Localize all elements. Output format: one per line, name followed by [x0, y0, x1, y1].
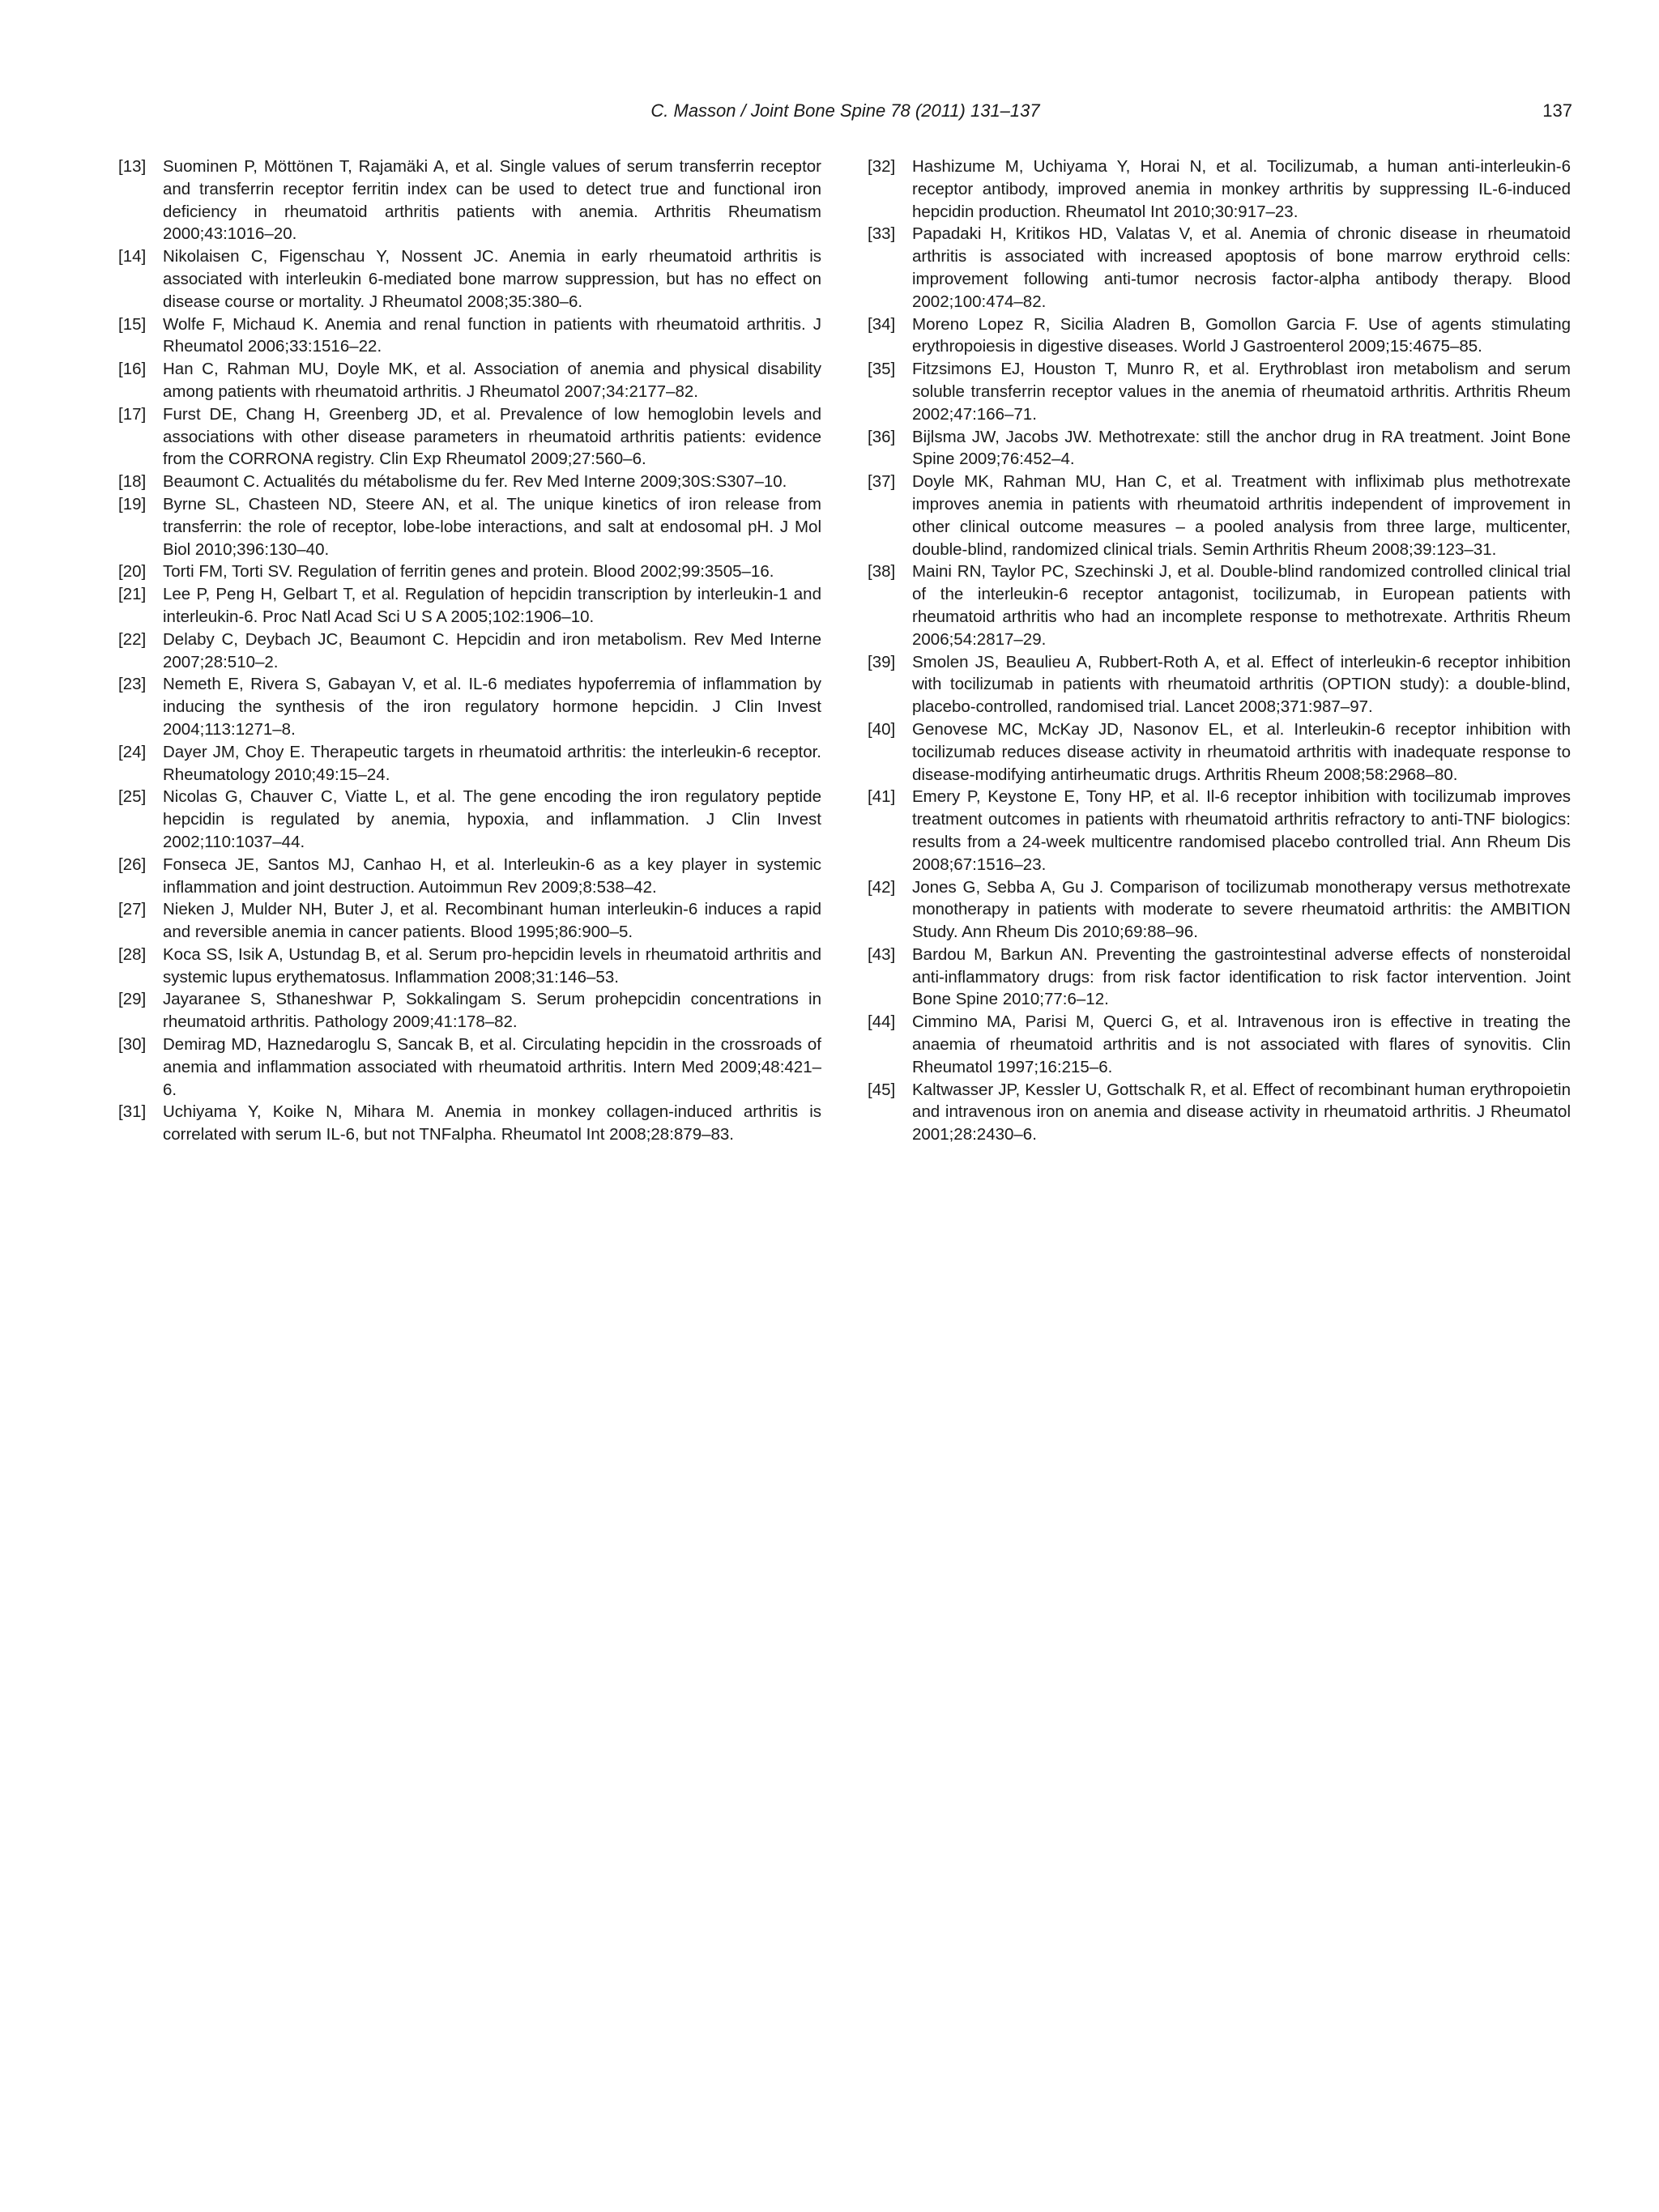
reference-item	[118, 629, 821, 674]
reference-number: [20]	[118, 562, 147, 582]
reference-list-right	[868, 156, 1571, 1146]
reference-number: [28]	[118, 944, 147, 964]
reference-number: [42]	[868, 877, 896, 897]
reference-number: [35]	[868, 360, 896, 379]
reference-item	[118, 1101, 821, 1146]
reference-item	[118, 156, 821, 245]
reference-item	[118, 673, 821, 740]
reference-item	[118, 741, 821, 786]
reference-number: [29]	[118, 990, 147, 1009]
running-head	[118, 99, 1572, 123]
reference-number: [15]	[118, 314, 147, 334]
reference-item	[118, 854, 821, 899]
reference-number: [33]	[868, 224, 896, 244]
reference-number: [31]	[118, 1102, 147, 1122]
reference-number: [41]	[868, 787, 896, 807]
reference-list-left	[118, 156, 821, 1146]
reference-text: Nicolas G, Chauver C, Viatte L, et al. The gene encoding the iron regulatory peptide hepcidin is regulated by anemia, hypoxia, and inflammation. J Clin Invest 2002;110:1037–44.	[163, 787, 821, 851]
reference-item	[868, 156, 1571, 223]
reference-item	[868, 223, 1571, 313]
reference-text: Bardou M, Barkun AN. Preventing the gastrointestinal adverse effects of nonsteroidal anti-inflammatory drugs: from risk factor identification to risk factor intervention. Joint Bone Spine 2010;77:6–12.	[912, 944, 1571, 1009]
reference-text: Bijlsma JW, Jacobs JW. Methotrexate: still the anchor drug in RA treatment. Joint Bone Spine 2009;76:452–4.	[912, 427, 1571, 469]
reference-text: Jayaranee S, Sthaneshwar P, Sokkalingam S. Serum prohepcidin concentrations in rheumatoid arthritis. Pathology 2009;41:178–82.	[163, 990, 821, 1032]
reference-text: Papadaki H, Kritikos HD, Valatas V, et al. Anemia of chronic disease in rheumatoid arthritis is associated with increased apoptosis of bone marrow erythroid cells: improvement following anti-tumor necrosis factor-alpha antibody therapy. Blood 2002;100:474–82.	[912, 224, 1571, 311]
reference-text: Moreno Lopez R, Sicilia Aladren B, Gomollon Garcia F. Use of agents stimulating erythropoiesis in digestive diseases. World J Gastroenterol 2009;15:4675–85.	[912, 314, 1571, 356]
reference-text: Nieken J, Mulder NH, Buter J, et al. Recombinant human interleukin-6 induces a rapid and reversible anemia in cancer patients. Blood 1995;86:900–5.	[163, 900, 821, 942]
reference-item	[118, 898, 821, 944]
reference-item	[118, 786, 821, 853]
reference-text: Doyle MK, Rahman MU, Han C, et al. Treatment with infliximab plus methotrexate improves anemia in patients with rheumatoid arthritis independent of improvement in other clinical outcome measures – a pooled analysis from three large, multicenter, double-blind, randomized clinical trials. Semin Arthritis Rheum 2008;39:123–31.	[912, 472, 1571, 559]
reference-number: [18]	[118, 472, 147, 492]
reference-item	[868, 471, 1571, 560]
reference-number: [21]	[118, 585, 147, 604]
reference-number: [23]	[118, 675, 147, 694]
reference-number: [37]	[868, 472, 896, 492]
reference-item	[118, 944, 821, 989]
page-number: 137	[1542, 100, 1572, 121]
reference-item	[118, 560, 821, 583]
reference-number: [25]	[118, 787, 147, 807]
reference-text: Hashizume M, Uchiyama Y, Horai N, et al. Tocilizumab, a human anti-interleukin-6 receptor antibody, improved anemia in monkey arthritis by suppressing IL-6-induced hepcidin production. Rheumatol Int 2010;30:917–23.	[912, 157, 1571, 221]
reference-text: Han C, Rahman MU, Doyle MK, et al. Association of anemia and physical disability among patients with rheumatoid arthritis. J Rheumatol 2007;34:2177–82.	[163, 360, 821, 401]
reference-text: Suominen P, Möttönen T, Rajamäki A, et al. Single values of serum transferrin receptor and transferrin receptor ferritin index can be used to detect true and functional iron deficiency in rheumatoid arthritis patients with anemia. Arthritis Rheumatism 2000;43:1016–20.	[163, 157, 821, 244]
reference-text: Kaltwasser JP, Kessler U, Gottschalk R, et al. Effect of recombinant human erythropoietin and intravenous iron on anemia and disease activity in rheumatoid arthritis. J Rheumatol 2001;28:2430–6.	[912, 1080, 1571, 1144]
reference-text: Koca SS, Isik A, Ustundag B, et al. Serum pro-hepcidin levels in rheumatoid arthritis and systemic lupus erythematosus. Inflammation 2008;31:146–53.	[163, 944, 821, 987]
reference-number: [45]	[868, 1080, 896, 1099]
reference-number: [44]	[868, 1012, 896, 1032]
reference-number: [13]	[118, 157, 147, 176]
reference-item	[868, 358, 1571, 425]
reference-item	[118, 988, 821, 1034]
reference-number: [26]	[118, 855, 147, 874]
reference-text: Genovese MC, McKay JD, Nasonov EL, et al. Interleukin-6 receptor inhibition with tocilizumab reduces disease activity in rheumatoid arthritis with inadequate response to disease-modifying antirheumatic drugs. Arthritis Rheum 2008;58:2968–80.	[912, 719, 1571, 784]
reference-number: [39]	[868, 652, 896, 671]
reference-item	[868, 1011, 1571, 1078]
journal-citation: C. Masson / Joint Bone Spine 78 (2011) 131–137	[650, 100, 1040, 121]
reference-text: Furst DE, Chang H, Greenberg JD, et al. Prevalence of low hemoglobin levels and associations with other disease parameters in rheumatoid arthritis patients: evidence from the CORRONA registry. Clin Exp Rheumatol 2009;27:560–6.	[163, 404, 821, 469]
reference-text: Dayer JM, Choy E. Therapeutic targets in rheumatoid arthritis: the interleukin-6 receptor. Rheumatology 2010;49:15–24.	[163, 742, 821, 784]
reference-text: Uchiyama Y, Koike N, Mihara M. Anemia in monkey collagen-induced arthritis is correlated with serum IL-6, but not TNFalpha. Rheumatol Int 2008;28:879–83.	[163, 1102, 821, 1144]
reference-number: [38]	[868, 562, 896, 582]
reference-item	[868, 1079, 1571, 1146]
reference-item	[868, 651, 1571, 718]
reference-number: [32]	[868, 157, 896, 176]
reference-text: Smolen JS, Beaulieu A, Rubbert-Roth A, et al. Effect of interleukin-6 receptor inhibition with tocilizumab in patients with rheumatoid arthritis (OPTION study): a double-blind, placebo-controlled, randomised trial. Lancet 2008;371:987–97.	[912, 652, 1571, 717]
reference-item	[118, 493, 821, 560]
reference-text: Wolfe F, Michaud K. Anemia and renal function in patients with rheumatoid arthritis. J Rheumatol 2006;33:1516–22.	[163, 314, 821, 356]
reference-text: Delaby C, Deybach JC, Beaumont C. Hepcidin and iron metabolism. Rev Med Interne 2007;28:510–2.	[163, 629, 821, 671]
reference-item	[118, 245, 821, 313]
reference-number: [24]	[118, 742, 147, 761]
reference-text: Torti FM, Torti SV. Regulation of ferritin genes and protein. Blood 2002;99:3505–16.	[163, 562, 774, 582]
reference-number: [40]	[868, 719, 896, 739]
reference-text: Lee P, Peng H, Gelbart T, et al. Regulation of hepcidin transcription by interleukin-1 and interleukin-6. Proc Natl Acad Sci U S A 2005;102:1906–10.	[163, 585, 821, 626]
reference-item	[118, 583, 821, 629]
reference-number: [14]	[118, 247, 147, 266]
reference-text: Fitzsimons EJ, Houston T, Munro R, et al. Erythroblast iron metabolism and serum soluble transferrin receptor values in the anemia of rheumatoid arthritis. Arthritis Rheum 2002;47:166–71.	[912, 360, 1571, 424]
reference-number: [22]	[118, 629, 147, 649]
reference-text: Emery P, Keystone E, Tony HP, et al. Il-6 receptor inhibition with tocilizumab improves treatment outcomes in patients with rheumatoid arthritis refractory to anti-TNF biologics: results from a 24-week multicentre randomised placebo controlled trial. Ann Rheum Dis 2008;67:1516–23.	[912, 787, 1571, 874]
reference-text: Maini RN, Taylor PC, Szechinski J, et al. Double-blind randomized controlled clinical trial of the interleukin-6 receptor antagonist, tocilizumab, in European patients with rheumatoid arthritis who had an incomplete response to methotrexate. Arthritis Rheum 2006;54:2817–29.	[912, 562, 1571, 649]
reference-item	[868, 426, 1571, 471]
reference-number: [27]	[118, 900, 147, 919]
reference-text: Jones G, Sebba A, Gu J. Comparison of tocilizumab monotherapy versus methotrexate monotherapy in patients with moderate to severe rheumatoid arthritis: the AMBITION Study. Ann Rheum Dis 2010;69:88–96.	[912, 877, 1571, 942]
reference-number: [43]	[868, 944, 896, 964]
reference-item	[868, 718, 1571, 786]
reference-text: Demirag MD, Haznedaroglu S, Sancak B, et al. Circulating hepcidin in the crossroads of anemia and inflammation associated with rheumatoid arthritis. Intern Med 2009;48:421–6.	[163, 1035, 821, 1099]
reference-item	[118, 358, 821, 403]
reference-text: Fonseca JE, Santos MJ, Canhao H, et al. Interleukin-6 as a key player in systemic inflammation and joint destruction. Autoimmun Rev 2009;8:538–42.	[163, 855, 821, 897]
reference-item	[118, 403, 821, 471]
reference-item	[118, 471, 821, 493]
reference-text: Byrne SL, Chasteen ND, Steere AN, et al. The unique kinetics of iron release from transferrin: the role of receptor, lobe-lobe interactions, and salt at endosomal pH. J Mol Biol 2010;396:130–40.	[163, 494, 821, 559]
reference-text: Nikolaisen C, Figenschau Y, Nossent JC. Anemia in early rheumatoid arthritis is associated with interleukin 6-mediated bone marrow suppression, but has no effect on disease course or mortality. J Rheumatol 2008;35:380–6.	[163, 247, 821, 311]
reference-number: [36]	[868, 427, 896, 446]
reference-item	[868, 313, 1571, 359]
reference-item	[868, 786, 1571, 876]
reference-number: [16]	[118, 360, 147, 379]
reference-text: Beaumont C. Actualités du métabolisme du fer. Rev Med Interne 2009;30S:S307–10.	[163, 472, 787, 492]
reference-number: [34]	[868, 314, 896, 334]
reference-item	[868, 876, 1571, 944]
reference-text: Cimmino MA, Parisi M, Querci G, et al. Intravenous iron is effective in treating the anaemia of rheumatoid arthritis and is not associated with flares of synovitis. Clin Rheumatol 1997;16:215–6.	[912, 1012, 1571, 1076]
reference-number: [17]	[118, 404, 147, 424]
reference-number: [19]	[118, 494, 147, 514]
reference-item	[868, 944, 1571, 1011]
reference-item	[118, 313, 821, 359]
reference-number: [30]	[118, 1035, 147, 1055]
reference-item	[118, 1034, 821, 1101]
reference-item	[868, 560, 1571, 650]
reference-text: Nemeth E, Rivera S, Gabayan V, et al. IL-6 mediates hypoferremia of inflammation by inducing the synthesis of the iron regulatory hormone hepcidin. J Clin Invest 2004;113:1271–8.	[163, 675, 821, 739]
